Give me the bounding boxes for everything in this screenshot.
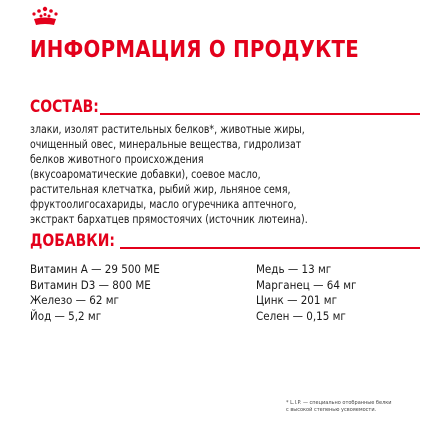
- additives-right-column: [256, 262, 368, 324]
- composition-line: очищенный овес, минеральные вещества, гидролизат: [30, 138, 302, 151]
- additives-divider: [120, 247, 420, 249]
- composition-line: злаки, изолят растительных белков*, животные жиры,: [30, 123, 305, 136]
- additive-item: Марганец — 64 мг: [256, 277, 357, 292]
- additive-item: Селен — 0,15 мг: [256, 308, 346, 323]
- additive-item: Железо — 62 мг: [30, 293, 119, 307]
- composition-line: экстракт бархатцев прямостоячих (источник лютеина).: [30, 213, 308, 226]
- page-title: ИНФОРМАЦИЯ О ПРОДУКТЕ: [30, 37, 360, 63]
- additive-item: Йод — 5,2 мг: [30, 308, 102, 323]
- royal-canin-logo: [30, 6, 60, 28]
- footnote-line: с высокой степенью усвояемости.: [286, 407, 377, 413]
- additive-item: Медь — 13 мг: [256, 262, 332, 276]
- composition-line: растительная клетчатка, рыбий жир, льняное семя,: [30, 183, 291, 196]
- footnote-line: * L.I.P. — специально отобранные белки: [286, 400, 392, 406]
- additive-item: Витамин D3 — 800 МЕ: [30, 277, 151, 292]
- additive-item: Витамин А — 29 500 МЕ: [30, 262, 160, 276]
- royal-crown-icon: [30, 6, 60, 28]
- composition-line: фруктоолигосахариды, масло огуречника аптечного,: [30, 198, 297, 211]
- additives-left-column: [30, 262, 174, 324]
- composition-text: [30, 122, 425, 227]
- footnote: [286, 400, 426, 414]
- composition-line: белков животного происхождения: [30, 153, 204, 166]
- composition-line: (вкусоароматические добавки), соевое масло,: [30, 168, 261, 181]
- additives-heading: ДОБАВКИ:: [30, 231, 115, 251]
- composition-heading: СОСТАВ:: [30, 97, 99, 117]
- composition-divider: [100, 113, 420, 115]
- additive-item: Цинк — 201 мг: [256, 293, 338, 307]
